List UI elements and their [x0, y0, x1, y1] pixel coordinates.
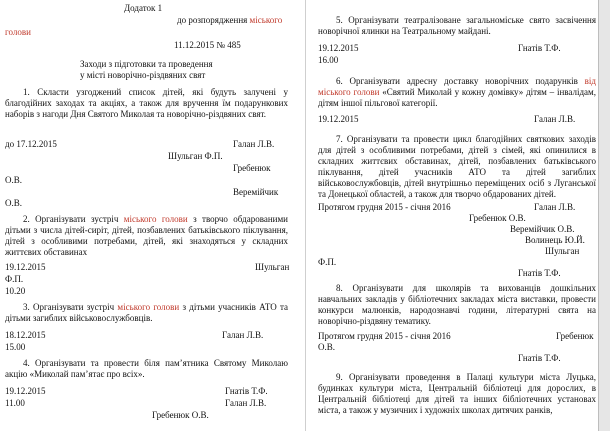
item-7-date: Протягом грудня 2015 - січня 2016: [318, 202, 451, 212]
item-8-responsible: О.В.: [318, 342, 336, 352]
item-4-text: 4. Організувати та провести біля пам’ятника Святому Миколаю акцію «Миколай пам’ятає про всіх».: [5, 358, 288, 379]
item-5-responsible: Гнатів Т.Ф.: [518, 43, 561, 53]
item-7-responsible: Шульган: [545, 246, 580, 256]
item-5-text: 5. Організувати театралізоване загальноміське свято засвічення новорічної ялинки на Театральному майдані.: [318, 15, 596, 36]
item-6-responsible: Галан Л.В.: [534, 114, 576, 124]
appendix-label: Додаток 1: [124, 3, 163, 13]
item-2-responsible: Ф.П.: [5, 274, 24, 284]
item-5-time: 16.00: [318, 55, 339, 65]
item-4-responsible: Галан Л.В.: [225, 398, 267, 408]
viewer-edge: [598, 0, 610, 431]
item-9-text: 9. Організувати проведення в Палаці культури міста Луцька, будинках культури міста, Центральній бібліотеці для дорослих, в Центральній бібліотеці для дітей та інших бібліотечних установах міста, а також у музичних і художніх школах дитячих ранків,: [318, 372, 596, 415]
item-8-date: Протягом грудня 2015 - січня 2016: [318, 331, 451, 341]
item-7-responsible: Гребенюк О.В.: [469, 213, 526, 223]
item-7-responsible: Веремійчик О.В.: [510, 224, 575, 234]
item-7-responsible: Ф.П.: [318, 257, 337, 267]
item-4-time: 11.00: [5, 398, 25, 408]
item-8-responsible: Гнатів Т.Ф.: [518, 353, 561, 363]
order-reference-mayor: голови: [5, 27, 31, 37]
item-7-responsible: Волинець Ю.Й.: [525, 235, 585, 245]
document-title-line2: у місті новорічно-різдвяних свят: [80, 70, 206, 80]
item-3-time: 15.00: [5, 342, 26, 352]
item-1-responsible: Шульган Ф.П.: [168, 151, 223, 161]
item-1-responsible: Гребенюк: [233, 163, 271, 173]
item-4-date: 19.12.2015: [5, 386, 46, 396]
item-1-date: до 17.12.2015: [5, 139, 57, 149]
item-1-responsible: Галан Л.В.: [233, 139, 275, 149]
order-date-number: 11.12.2015 № 485: [174, 40, 241, 50]
item-8-text: 8. Організувати для школярів та вихованців дошкільних навчальних закладів у бібліотечних закладах міста виставки, провести конкурси малюнків, народознавчі години, літературні свята на новорічно-різдвяну тематику.: [318, 283, 596, 326]
document-title-line1: Заходи з підготовки та проведення: [80, 59, 213, 69]
item-3-responsible: Галан Л.В.: [222, 330, 264, 340]
item-2-time: 10.20: [5, 286, 26, 296]
item-8-responsible: Гребенюк: [556, 331, 594, 341]
item-1-responsible: О.В.: [5, 175, 23, 185]
item-4-responsible: Гребенюк О.В.: [152, 410, 209, 420]
item-6-text: 6. Організувати адресну доставку новорічних подарунків від міського голови «Святий Миколай у кожну домівку» дітям – інвалідам, дітям іншої пільгової категорії.: [318, 76, 596, 108]
item-1-responsible: Веремійчик: [233, 187, 279, 197]
item-2-date: 19.12.2015: [5, 262, 46, 272]
item-6-date: 19.12.2015: [318, 114, 359, 124]
order-reference: до розпорядження міського: [177, 15, 283, 25]
item-2-text: 2. Організувати зустріч міського голови з творчо обдарованими дітьми з числа дітей-сиріт, дітей, позбавлених батьківського піклування, дітей з особливими потребами, дітей, які знаходяться у складних життєвих обставинах: [5, 214, 288, 257]
item-7-responsible: Галан Л.В.: [534, 202, 576, 212]
item-2-responsible: Шульган: [255, 262, 290, 272]
document-page-right: [305, 0, 610, 431]
item-3-text: 3. Організувати зустріч міського голови з дітьми учасників АТО та дітьми загиблих військовослужбовців.: [5, 302, 288, 323]
item-1-responsible: О.В.: [5, 198, 23, 208]
item-5-date: 19.12.2015: [318, 43, 359, 53]
item-3-date: 18.12.2015: [5, 330, 46, 340]
item-4-responsible: Гнатів Т.Ф.: [225, 386, 268, 396]
item-7-responsible: Гнатів Т.Ф.: [518, 268, 561, 278]
item-1-text: 1. Скласти узгоджений список дітей, які будуть залучені у благодійних заходах та акціях, а також для вручення їм подарункових наборів з нагоди Дня Святого Миколая та новорічно-різдвяних свят.: [5, 87, 288, 119]
item-7-text: 7. Організувати та провести цикл благодійних святкових заходів для дітей з особливими потребами, дітей з сімей, які опинилися в складних життєвих обставинах, дітей, позбавлених батьківського піклування, дітей учасників АТО та дітей загиблих військовослужбовців, дітей внутрішньо переміщених осіб з Луганської та Донецької областей, а також для творчо обдарованих дітей.: [318, 134, 596, 199]
